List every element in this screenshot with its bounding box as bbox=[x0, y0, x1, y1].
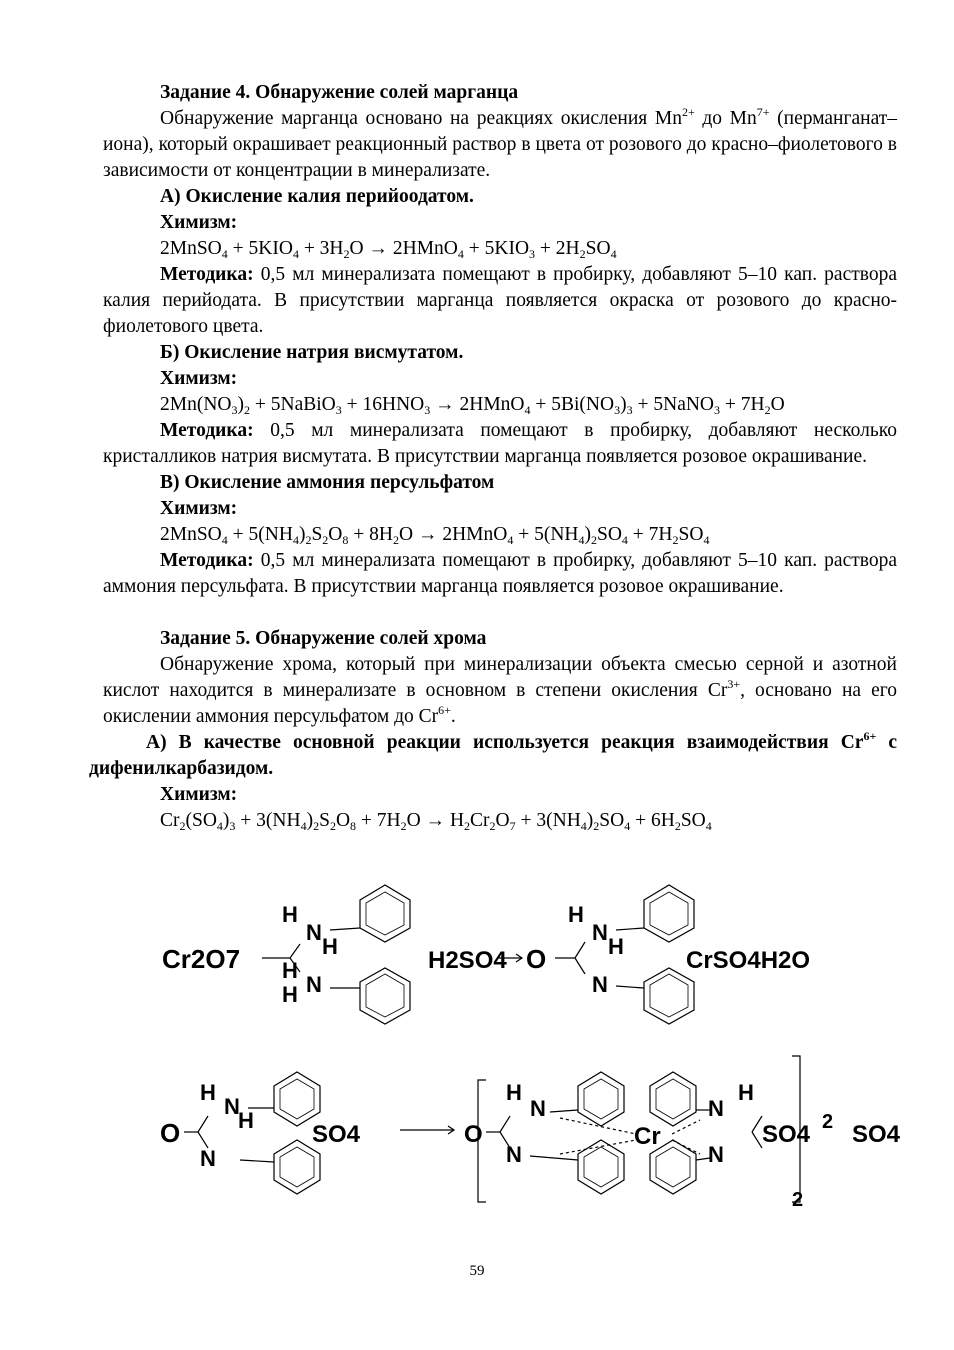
svg-text:2: 2 bbox=[792, 1189, 804, 1210]
page-number: 59 bbox=[469, 1263, 485, 1279]
nh-group-upper-left bbox=[282, 902, 338, 959]
svg-text:O: O bbox=[464, 1121, 483, 1148]
scheme-chromium-complex bbox=[0, 1050, 954, 1210]
carbonyl-o-mid bbox=[526, 944, 546, 974]
svg-text:N: N bbox=[306, 972, 322, 997]
equation-persulfate-mn: 2MnSO$_4$ + $5(NH_4)_2S_2O_8 + 8H_2O$ → 2HMnO$_4$ + $5(NH_4)_2SO_4 + 7H_2SO_4$ bbox=[160, 524, 710, 547]
svg-text:H: H bbox=[282, 958, 298, 983]
phenyl-ring-9 bbox=[650, 1072, 696, 1126]
equation-cr-persulfate: $Cr_2(SO_4)_3 + 3(NH_4)_2S_2O_8 + 7H_2O \to H_2Cr_2O_7 + 3(NH_4)_2SO_4 + 6H_2SO_4$ bbox=[160, 810, 712, 833]
svg-text:H: H bbox=[568, 902, 584, 927]
equation-kio4: 2MnSO$_4$ + $5KIO_4 + 3H_2O$ → 2HMnO$_4$ + $5KIO_3 + 2H_2SO_4$ bbox=[160, 238, 617, 261]
reagent-formula-mid bbox=[428, 947, 507, 974]
task4-c-method: Методика: 0,5 мл минерализата помещают в пробирку, добавляют 5–10 кап. раствора аммония персульфата. В присутствии марганца появляется розовое окрашивание. bbox=[103, 550, 897, 597]
page-content bbox=[89, 80, 898, 834]
svg-text:N: N bbox=[708, 1096, 724, 1121]
phenyl-ring-4 bbox=[644, 968, 694, 1024]
task4-a-title: А) Окисление калия перийоодатом. bbox=[160, 186, 474, 207]
task4-b-method: Методика: 0,5 мл минерализата помещают в пробирку, добавляют несколько кристалликов натрия висмутата. В присутствии марганца появляется розовое окрашивание. bbox=[103, 420, 897, 467]
phenyl-ring-3 bbox=[644, 885, 694, 942]
svg-text:N: N bbox=[708, 1142, 724, 1167]
task4-intro: Обнаружение марганца основано на реакциях окисления $Mn^{2+}$ до $Mn^{7+}$ (перманганат–иона), который окрашивает реакционный раствор в цвета от розового до красно–фиолетового в зависимости от концентрации в минерализате. bbox=[103, 105, 897, 181]
task5-a-title: А) В качестве основной реакции используется реакция взаимодействия $Cr^{6+}$ с дифенилкарбазидом. bbox=[89, 729, 898, 779]
nh-group-upper-right bbox=[568, 902, 624, 959]
product-formula-right bbox=[686, 947, 810, 974]
svg-text:H: H bbox=[282, 902, 298, 927]
svg-text:N: N bbox=[506, 1142, 522, 1167]
nh-group-left-upper bbox=[200, 1080, 254, 1171]
svg-text:N: N bbox=[200, 1146, 216, 1171]
chromium-center bbox=[634, 1123, 661, 1150]
phenyl-ring-5 bbox=[274, 1072, 320, 1126]
svg-text:H: H bbox=[200, 1080, 216, 1105]
svg-text:H: H bbox=[738, 1080, 754, 1105]
nh-group-lower-left bbox=[282, 958, 322, 1007]
phenyl-ring-6 bbox=[274, 1140, 320, 1194]
carbonyl-o-left bbox=[160, 1118, 180, 1148]
task4-b-chem-label: Химизм: bbox=[160, 368, 238, 389]
svg-text:N: N bbox=[224, 1094, 240, 1119]
svg-text:Cr: Cr bbox=[634, 1123, 661, 1150]
task4-c-title: В) Окисление аммония персульфатом bbox=[160, 472, 495, 493]
svg-text:H: H bbox=[322, 934, 338, 959]
phenyl-ring-2 bbox=[360, 968, 410, 1024]
reactant-formula-left bbox=[162, 944, 240, 974]
task4-title: Задание 4. Обнаружение солей марганца bbox=[160, 82, 519, 103]
svg-text:N: N bbox=[306, 920, 322, 945]
svg-text:SO4: SO4 bbox=[312, 1121, 361, 1148]
task5-chem-label: Химизм: bbox=[160, 784, 238, 805]
svg-text:H: H bbox=[506, 1080, 522, 1105]
svg-text:H: H bbox=[608, 934, 624, 959]
nh-groups-complex-right bbox=[708, 1080, 754, 1167]
svg-text:O: O bbox=[526, 944, 547, 974]
n-group-lower-right bbox=[592, 972, 608, 997]
svg-text:N: N bbox=[592, 972, 608, 997]
task4-c-chem-label: Химизм: bbox=[160, 498, 238, 519]
svg-text:2: 2 bbox=[822, 1111, 834, 1133]
svg-text:CrSO4H2O: CrSO4H2O bbox=[686, 947, 811, 974]
phenyl-ring-7 bbox=[578, 1072, 624, 1126]
task4-b-title: Б) Окисление натрия висмутатом. bbox=[160, 342, 464, 363]
phenyl-ring-8 bbox=[578, 1140, 624, 1194]
section-gap bbox=[103, 600, 897, 626]
svg-text:SO4: SO4 bbox=[852, 1121, 901, 1148]
svg-text:H2SO4: H2SO4 bbox=[428, 947, 507, 974]
task4-a-chem-label: Химизм: bbox=[160, 212, 238, 233]
svg-text:H: H bbox=[238, 1108, 254, 1133]
nh-groups-complex-left bbox=[506, 1080, 546, 1167]
equation-nabio3: $2Mn(NO_3)_2$ + 5NaBiO$_3$ + $16HNO_3$ → 2HMnO$_4$ + $5Bi(NO_3)_3$ + 5NaNO$_3$ + $7H_2O$ bbox=[160, 394, 785, 417]
svg-text:Cr2O7: Cr2O7 bbox=[162, 944, 241, 974]
task5-intro: Обнаружение хрома, который при минерализации объекта смесью серной и азотной кислот находится в минерализате в основном в степени окисления $Cr^{3+}$, основано на его окислении аммония персульфатом до $Cr^{6+}$. bbox=[103, 654, 898, 727]
svg-text:SO4: SO4 bbox=[762, 1121, 811, 1148]
reagent-formula-persulfate bbox=[312, 1121, 361, 1148]
svg-text:O: O bbox=[160, 1118, 181, 1148]
svg-text:H: H bbox=[282, 982, 298, 1007]
carbonyl-o-complex bbox=[464, 1121, 483, 1148]
svg-text:N: N bbox=[530, 1096, 546, 1121]
task4-a-method: Методика: 0,5 мл минерализата помещают в пробирку, добавляют 5–10 кап. раствора калия перийодата. В присутствии марганца появляется окраска от розового до красно-фиолетового цвета. bbox=[103, 264, 897, 337]
svg-text:N: N bbox=[592, 920, 608, 945]
phenyl-ring-1 bbox=[360, 885, 410, 942]
task5-title: Задание 5. Обнаружение солей хрома bbox=[160, 628, 487, 649]
scheme-diphenylcarbazide-oxidation bbox=[0, 880, 954, 1040]
